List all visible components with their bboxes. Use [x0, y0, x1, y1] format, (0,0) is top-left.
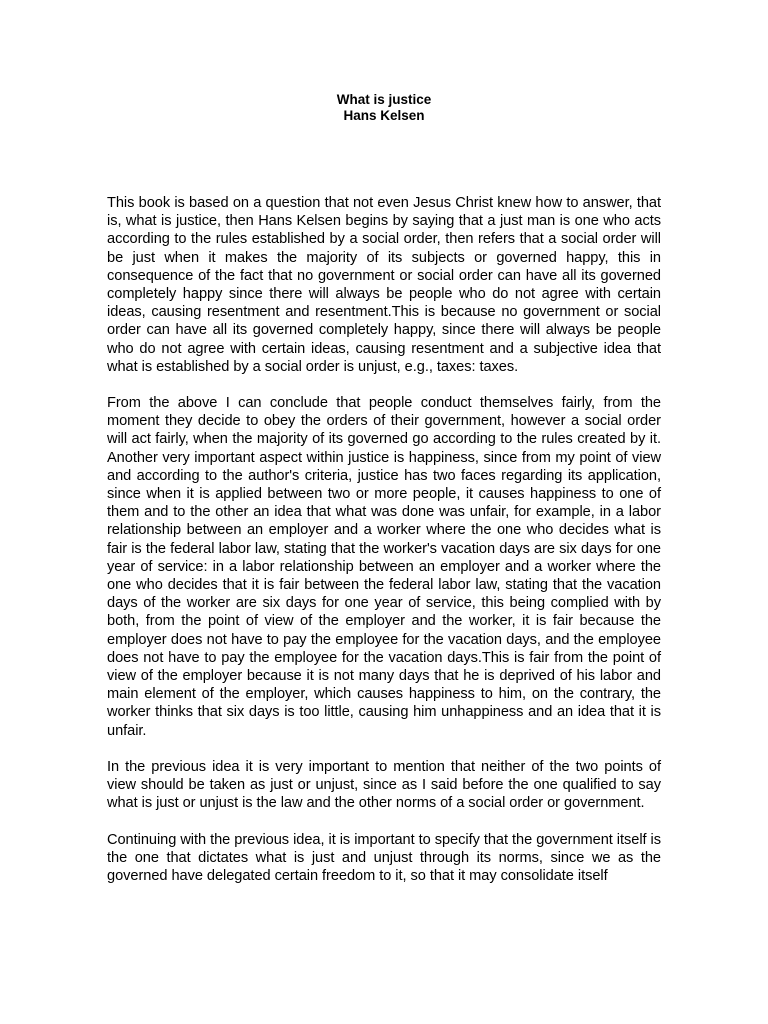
- paragraph-4: Continuing with the previous idea, it is important to specify that the government itself is the one that dictates what is just and unjust through its norms, since we as the governed have delegated certain freedom to it, so that it may consolidate itself: [107, 831, 661, 884]
- paragraph-2: From the above I can conclude that people conduct themselves fairly, from the moment they decide to obey the orders of their government, however a social order will act fairly, when the majority of its governed go according to the rules created by it. Another very important aspect within justice is happiness, since from my point of view and according to the author's criteria, justice has two faces regarding its application, since when it is applied between two or more people, it causes happiness to one of them and to the other an idea that what was done was unfair, for example, in a labor relationship between an employer and a worker where the one who decides what is fair is the federal labor law, stating that the worker's vacation days are six days for one year of service: in a labor relationship between an employer and a worker where the one who decides that it is fair between the federal labor law, stating that the vacation days of the worker are six days for one year of service, this being complied with by both, from the point of view of the employer and the worker, it is fair because the employer does not have to pay the employee for the vacation days, and the employee does not have to pay the employee for the vacation days.This is fair from the point of view of the employer because it is not many days that he is deprived of his labor and main element of the employer, which causes happiness to him, on the contrary, the worker thinks that six days is too little, causing him unhappiness and an idea that it is unfair.: [107, 395, 661, 739]
- document-title: What is justice: [336, 92, 432, 107]
- paragraph-3: In the previous idea it is very important to mention that neither of the two points of view should be taken as just or unjust, since as I said before the one qualified to say what is just or unjust is the law and the other norms of a social order or government.: [107, 758, 661, 812]
- paragraph-1: This book is based on a question that not even Jesus Christ knew how to answer, that is, what is justice, then Hans Kelsen begins by saying that a just man is one who acts according to the rules established by a social order, then refers that a social order will be just when it makes the majority of its subjects or governed happy, this in consequence of the fact that no government or social order can have all its governed completely happy since there will always be people who do not agree with certain ideas, causing resentment and resentment.This is because no government or social order can have all its governed completely happy, since there will always be people who do not agree with certain ideas, causing resentment and a subjective idea that what is established by a social order is unjust, e.g., taxes: taxes.: [107, 195, 661, 375]
- title-block: [107, 92, 661, 124]
- document-page: [107, 92, 661, 903]
- document-author: Hans Kelsen: [343, 108, 425, 123]
